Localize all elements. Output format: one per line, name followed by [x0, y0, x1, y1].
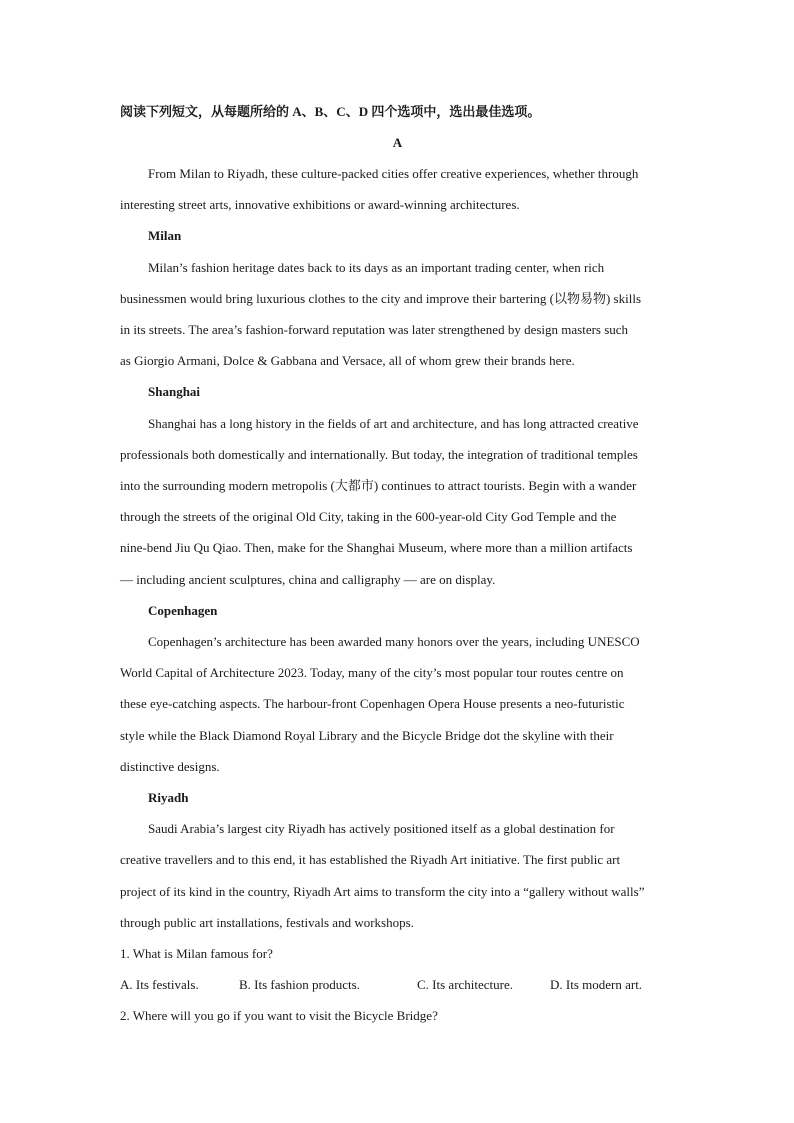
milan-line-4: as Giorgio Armani, Dolce & Gabbana and Versace, all of whom grew their brands here. [120, 353, 575, 368]
option-a: A. Its festivals. [120, 977, 199, 992]
copenhagen-heading: Copenhagen [148, 603, 218, 618]
shanghai-line-6: — including ancient sculptures, china and calligraphy — are on display. [120, 572, 496, 587]
riyadh-line-4: through public art installations, festivals and workshops. [120, 915, 414, 930]
question-1-options [120, 977, 675, 993]
riyadh-line-2: creative travellers and to this end, it has established the Riyadh Art initiative. The first public art [120, 852, 621, 867]
option-d: D. Its modern art. [550, 977, 643, 992]
option-b: B. Its fashion products. [239, 977, 360, 992]
milan-heading: Milan [148, 228, 182, 243]
milan-line-3: in its streets. The area’s fashion-forward reputation was later strengthened by design masters such [120, 322, 629, 337]
instruction: 阅读下列短文，从每题所给的 A、B、C、D 四个选项中，选出最佳选项。 [120, 104, 541, 119]
copenhagen-line-4: style while the Black Diamond Royal Library and the Bicycle Bridge dot the skyline with their [120, 728, 614, 743]
copenhagen-line-5: distinctive designs. [120, 759, 220, 774]
intro-line-2: interesting street arts, innovative exhibitions or award-winning architectures. [120, 197, 520, 212]
milan-line-2: businessmen would bring luxurious clothes to the city and improve their bartering (以物易物) skills [120, 291, 642, 306]
copenhagen-line-2: World Capital of Architecture 2023. Today, many of the city’s most popular tour routes centre on [120, 665, 624, 680]
option-c: C. Its architecture. [417, 977, 514, 992]
intro-line-1: From Milan to Riyadh, these culture-packed cities offer creative experiences, whether through [148, 166, 639, 181]
question-2: 2. Where will you go if you want to visit the Bicycle Bridge? [120, 1008, 438, 1023]
question-1: 1. What is Milan famous for? [120, 946, 273, 961]
riyadh-line-3: project of its kind in the country, Riyadh Art aims to transform the city into a “gallery without walls” [120, 884, 645, 899]
shanghai-line-2: professionals both domestically and internationally. But today, the integration of traditional temples [120, 447, 638, 462]
shanghai-line-3: into the surrounding modern metropolis (大都市) continues to attract tourists. Begin with a wander [120, 478, 637, 493]
shanghai-heading: Shanghai [148, 384, 201, 399]
copenhagen-line-3: these eye-catching aspects. The harbour-front Copenhagen Opera House presents a neo-futuristic [120, 696, 625, 711]
milan-line-1: Milan’s fashion heritage dates back to its days as an important trading center, when rich [148, 260, 605, 275]
riyadh-heading: Riyadh [148, 790, 189, 805]
shanghai-line-1: Shanghai has a long history in the fields of art and architecture, and has long attracted creative [148, 416, 639, 431]
riyadh-line-1: Saudi Arabia’s largest city Riyadh has actively positioned itself as a global destination for [148, 821, 615, 836]
shanghai-line-5: nine-bend Jiu Qu Qiao. Then, make for the Shanghai Museum, where more than a million artifacts [120, 540, 633, 555]
copenhagen-line-1: Copenhagen’s architecture has been awarded many honors over the years, including UNESCO [148, 634, 640, 649]
section-label: A [392, 135, 403, 150]
shanghai-line-4: through the streets of the original Old City, taking in the 600-year-old City God Temple and the [120, 509, 617, 524]
